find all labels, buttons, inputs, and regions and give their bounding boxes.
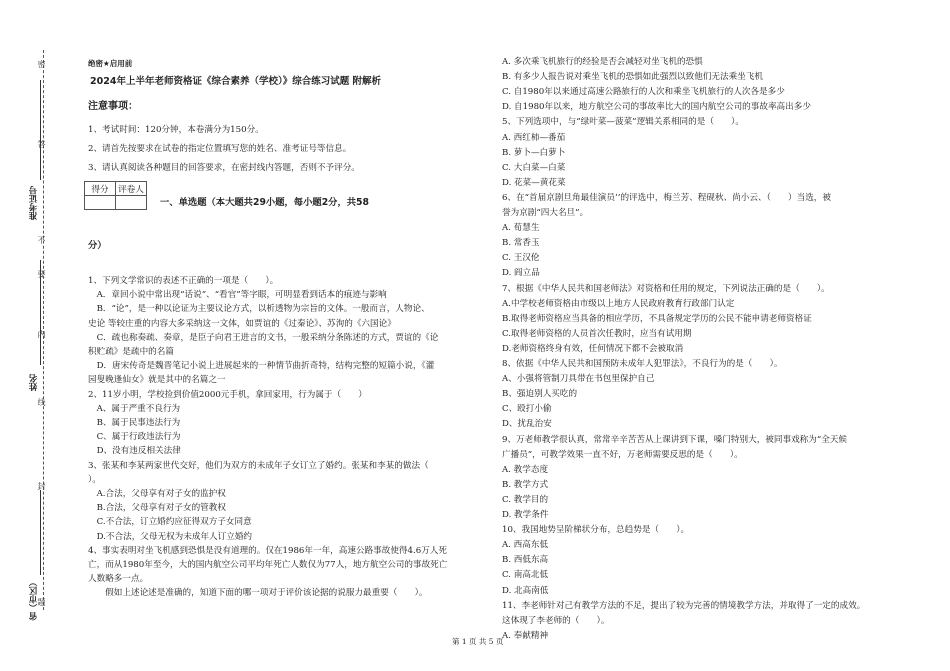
section-heading: 一、单选题（本大题共29小题，每小题2分，共58 — [160, 197, 369, 208]
question-line: 5、下列选项中，与“绿叶菜—菠菜”逻辑关系相同的是（ ）。 — [502, 117, 744, 128]
seal-char-yao: 要 — [37, 270, 46, 278]
question-line: A、小强将管制刀具带在书包里保护自己 — [502, 374, 655, 385]
score-header: 得分 — [85, 182, 116, 196]
question-line: 这体现了李老师的（ ）。 — [502, 615, 610, 626]
exam-id-fill-line — [40, 80, 41, 180]
question-line: A.合法，父母享有对子女的监护权 — [88, 489, 226, 499]
question-line: 1、下列文学常识的表述不正确的一项是（ ）。 — [88, 276, 279, 286]
question-line: A. 荀慧生 — [502, 223, 540, 234]
question-line: C. 自1980年以来通过高速公路旅行的人次和乘坐飞机旅行的人次各是多少 — [502, 87, 785, 98]
grader-header: 评卷人 — [116, 182, 147, 196]
question-line: C.不合法，订立婚约应征得双方子女同意 — [88, 517, 252, 528]
seal-char-ti: 题 — [37, 598, 46, 606]
score-table — [84, 181, 147, 210]
question-line: B．“论”，是一种以论证为主要议论方式，以析透物为宗旨的文体。一般而言，人物论、 — [88, 304, 430, 315]
question-line: D．唐宋传奇是魏晋笔记小说上进展起来的一种情节曲折奇特，结构完整的短篇小说，《灌 — [88, 361, 435, 372]
question-line: D. 阎立品 — [502, 268, 540, 279]
question-line: C、属于行政违法行为 — [88, 432, 181, 443]
score-cell — [85, 196, 116, 210]
question-line: A. 西红柿—番茄 — [502, 132, 566, 143]
question-line: B. 西低东高 — [502, 555, 549, 566]
question-line: 史论 等较庄重的内容大多采纳这一文体，如贾谊的《过秦论》、苏洵的《六国论》 — [88, 318, 396, 329]
question-line: B、强迫别人买吃的 — [502, 389, 578, 400]
question-line: 6、在“首届京剧旦角最佳演员’’的评选中，梅兰芳、程砚秋、尚小云、（ ）当选，被 — [502, 192, 831, 203]
question-line: D. 教学条件 — [502, 510, 549, 520]
seal-char-mi: 密 — [37, 60, 46, 68]
page-title: 2024年上半年老师资格证《综合素养（学校）》综合练习试题 附解析 — [90, 76, 381, 87]
question-line: 3、张某和李某两家世代交好，他们为双方的未成年子女订立了婚约。张某和李某的做法（ — [88, 460, 429, 471]
question-line: C、殴打小偷 — [502, 404, 552, 415]
grader-cell — [116, 196, 147, 210]
question-line: B、属于民事违法行为 — [88, 418, 181, 428]
question-line: 11、李老师针对己有教学方法的不足，提出了较为完善的情境教学方法，并取得了一定的成效。 — [502, 600, 866, 611]
page-footer: 第 1 页 共 5 页 — [452, 637, 504, 646]
note-item: 2、请首先按要求在试卷的指定位置填写您的姓名、准考证号等信息。 — [88, 144, 352, 154]
question-line: 亡，而从1980年至今，大的国内航空公司平均年死亡人数仅为77人，地方航空公司的事故死亡 — [88, 560, 448, 570]
note-item: 1、考试时间：120分钟，本卷满分为150分。 — [88, 125, 264, 135]
note-item: 3、请认真阅读各种题目的回答要求，在密封线内答题，否则不予评分。 — [88, 163, 360, 173]
question-line: 8、依据《中华人民共和国预防未成年人犯罪法》，不良行为的是（ ）。 — [502, 359, 783, 369]
question-line: A. 西高东低 — [502, 540, 549, 551]
province-label: 省（市区） — [29, 578, 39, 621]
question-line: C．疏也称奏疏、奏章，是臣子向君王进言的文书，一般采纳分条陈述的方式，贾谊的《论 — [88, 332, 439, 343]
question-line: B. 常香玉 — [502, 238, 540, 249]
question-line: C.取得老师资格的人员首次任教时，应当有试用期 — [502, 328, 692, 339]
question-line: D. 花菜—黄花菜 — [502, 177, 566, 188]
question-line: C. 南高北低 — [502, 570, 549, 581]
notes-heading: 注意事项： — [88, 101, 138, 112]
seal-char-feng: 封 — [37, 482, 46, 490]
question-line: B. 有多少人报告说对乘坐飞机的恐惧如此强烈以致他们无法乘坐飞机 — [502, 72, 763, 83]
question-line: 园叟晚逢仙女》就是其中的名篇之一 — [88, 375, 226, 386]
question-line: 积贮疏》是疏中的名篇 — [88, 347, 174, 357]
question-line: A、属于严重不良行为 — [88, 403, 181, 414]
question-line: 广播员”，可教学效果一直不好，万老师需要反思的是（ ）。 — [502, 449, 743, 460]
question-line: 假如上述论述是准确的，知道下面的哪一项对于评价该论据的说服力最重要（ ）。 — [88, 588, 428, 599]
exam-id-label: 准考证号 — [29, 186, 39, 220]
question-line: C. 教学目的 — [502, 494, 549, 505]
question-line: D.老师资格终身有效，任何情况下都不会被取消 — [502, 343, 684, 354]
seal-char-xian: 线 — [37, 398, 46, 406]
question-line: B.合法，父母享有对子女的管教权 — [88, 503, 226, 514]
question-line: B. 教学方式 — [502, 479, 549, 490]
question-line: D、没有违反相关法律 — [88, 446, 181, 457]
question-line: 2、11岁小明，学校捡到价值2000元手机，拿回家用，行为属于（ ） — [88, 389, 367, 400]
section-heading-cont: 分） — [88, 240, 107, 251]
question-line: 9、万老师教学很认真，常常辛辛苦苦从上课讲到下课，嗓门特别大，被同事戏称为“全天候 — [502, 434, 848, 445]
question-line: A．章回小说中常出现“话说”、“看官”等字眼，可明显看到话本的痕迹与影响 — [88, 290, 387, 301]
question-line: A. 奉献精神 — [502, 630, 549, 641]
question-line: A. 教学态度 — [502, 464, 549, 475]
question-line: D. 自1980年以来，地方航空公司的事故率比大的国内航空公司的事故率高出多少 — [502, 102, 811, 113]
province-fill-line — [40, 490, 41, 575]
question-line: 誉为京剧“四大名旦”。 — [502, 208, 589, 218]
question-line: D. 北高南低 — [502, 585, 549, 596]
question-line: A. 多次乘飞机旅行的经验是否会减轻对坐飞机的恐惧 — [502, 57, 703, 67]
seal-char-nei: 内 — [37, 330, 46, 338]
name-label: 姓名 — [29, 374, 39, 391]
question-line: 10、我国地势呈阶梯状分布，总趋势是（ ）。 — [502, 525, 690, 536]
question-line: B. 萝卜—白萝卜 — [502, 147, 566, 158]
seal-char-da: 答 — [37, 140, 46, 148]
secret-mark: 绝密★启用前 — [88, 59, 133, 68]
question-line: C. 王汉伦 — [502, 253, 540, 264]
question-line: ）。 — [88, 474, 101, 485]
question-line: 7、根据《中华人民共和国老师法》对资格和任用的规定，下列说法正确的是（ ）。 — [502, 283, 830, 294]
question-line: 4、事实表明对坐飞机感到恐惧是没有道理的。仅在1986年一年，高速公路事故使得4.6万人死 — [88, 545, 447, 556]
question-line: A.中学校老师资格由市级以上地方人民政府教育行政部门认定 — [502, 298, 735, 309]
question-line: C. 大白菜—白菜 — [502, 162, 566, 173]
question-line: D、扰乱治安 — [502, 419, 552, 430]
seal-char-bu: 不 — [37, 236, 46, 244]
question-line: D.不合法，父母无权为未成年人订立婚约 — [88, 531, 253, 542]
question-line: 人数略多一点。 — [88, 574, 149, 585]
question-line: B.取得老师资格应当具备的相应学历，不具备规定学历的公民不能申请老师资格证 — [502, 313, 812, 324]
